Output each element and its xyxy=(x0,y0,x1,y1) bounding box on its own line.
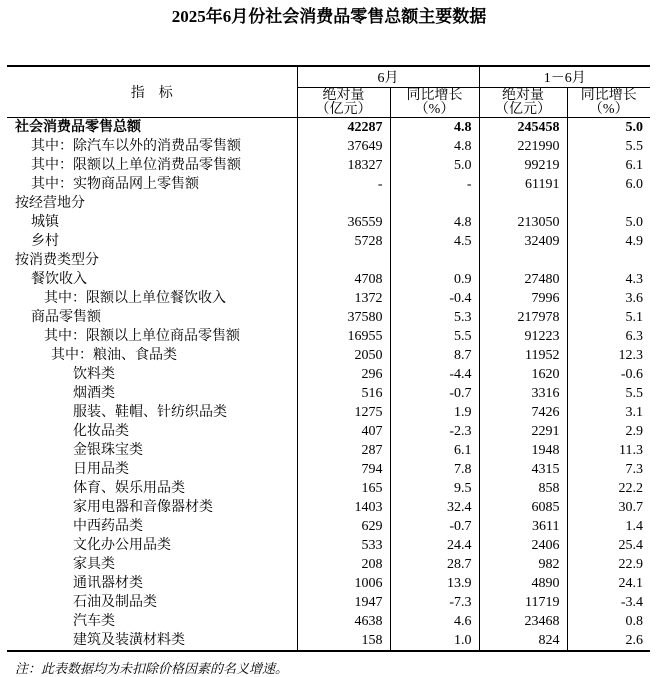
cell-cum-growth: -0.6 xyxy=(567,365,650,384)
table-row xyxy=(7,612,650,631)
cell-june-growth: -4.4 xyxy=(390,365,479,384)
header-growth-line2: （%） xyxy=(588,101,629,117)
header-absolute-line1: 绝对量 xyxy=(502,87,544,103)
cell-cum-absolute: 4315 xyxy=(479,460,567,479)
row-label: 其中：限额以上单位商品零售额 xyxy=(44,329,240,344)
cell-june-absolute: - xyxy=(297,175,390,194)
cell-june-absolute: 516 xyxy=(297,384,390,403)
table-row xyxy=(7,194,650,213)
header-growth-line1: 同比增长 xyxy=(580,87,637,103)
cell-june-growth: 4.5 xyxy=(390,232,479,251)
cell-cum-growth: 5.5 xyxy=(567,384,650,403)
cell-cum-absolute: 11952 xyxy=(479,346,567,365)
row-label: 建筑及装潢材料类 xyxy=(73,633,185,648)
header-june-absolute xyxy=(297,88,390,118)
cell-june-absolute: 1275 xyxy=(297,403,390,422)
cell-june-growth: 1.9 xyxy=(390,403,479,422)
header-june-growth xyxy=(390,88,479,118)
row-label: 其中：限额以上单位消费品零售额 xyxy=(31,158,241,173)
cell-cum-growth: 24.1 xyxy=(567,574,650,593)
table-row xyxy=(7,156,650,175)
cell-june-absolute: 165 xyxy=(297,479,390,498)
table-row xyxy=(7,517,650,536)
cell-june-growth: 5.3 xyxy=(390,308,479,327)
cell-june-absolute: 287 xyxy=(297,441,390,460)
cell-cum-absolute: 91223 xyxy=(479,327,567,346)
header-absolute-line2: （亿元） xyxy=(315,101,372,117)
cell-june-growth: 4.8 xyxy=(390,118,479,138)
cell-june-growth xyxy=(390,251,479,270)
row-label: 化妆品类 xyxy=(73,424,129,439)
cell-cum-growth: 1.4 xyxy=(567,517,650,536)
row-label: 按消费类型分 xyxy=(15,253,99,268)
cell-june-absolute: 1372 xyxy=(297,289,390,308)
cell-june-absolute: 1006 xyxy=(297,574,390,593)
cell-june-absolute: 158 xyxy=(297,631,390,651)
row-label: 其中：粮油、食品类 xyxy=(51,348,177,363)
row-label: 文化办公用品类 xyxy=(73,538,171,553)
row-label: 饮料类 xyxy=(73,367,115,382)
cell-cum-growth xyxy=(567,194,650,213)
cell-cum-absolute: 32409 xyxy=(479,232,567,251)
table-row xyxy=(7,175,650,194)
cell-cum-growth: 5.1 xyxy=(567,308,650,327)
cell-cum-absolute: 2291 xyxy=(479,422,567,441)
table-row xyxy=(7,536,650,555)
cell-june-absolute: 2050 xyxy=(297,346,390,365)
cell-cum-growth: 5.5 xyxy=(567,137,650,156)
cell-june-absolute: 37580 xyxy=(297,308,390,327)
row-label: 烟酒类 xyxy=(73,386,115,401)
table-row xyxy=(7,270,650,289)
row-label: 商品零售额 xyxy=(31,310,101,325)
cell-june-growth: -0.4 xyxy=(390,289,479,308)
cell-june-growth: -2.3 xyxy=(390,422,479,441)
table-row xyxy=(7,384,650,403)
cell-june-growth: 24.4 xyxy=(390,536,479,555)
cell-cum-absolute: 99219 xyxy=(479,156,567,175)
cell-june-growth: 7.8 xyxy=(390,460,479,479)
cell-june-growth: 5.0 xyxy=(390,156,479,175)
table-row xyxy=(7,118,650,138)
table-row xyxy=(7,479,650,498)
row-label: 家用电器和音像器材类 xyxy=(73,500,213,515)
table-row xyxy=(7,441,650,460)
cell-june-growth: 9.5 xyxy=(390,479,479,498)
footnote: 注：此表数据均为未扣除价格因素的名义增速。 xyxy=(15,661,289,676)
cell-cum-absolute: 221990 xyxy=(479,137,567,156)
cell-june-growth: 6.1 xyxy=(390,441,479,460)
table-row xyxy=(7,137,650,156)
cell-june-absolute: 18327 xyxy=(297,156,390,175)
cell-june-absolute: 533 xyxy=(297,536,390,555)
cell-june-growth: 4.8 xyxy=(390,137,479,156)
cell-cum-growth: 6.0 xyxy=(567,175,650,194)
cell-june-growth: - xyxy=(390,175,479,194)
cell-june-absolute: 794 xyxy=(297,460,390,479)
row-label: 餐饮收入 xyxy=(31,272,87,287)
cell-cum-growth: 5.0 xyxy=(567,213,650,232)
cell-cum-absolute: 3316 xyxy=(479,384,567,403)
cell-cum-absolute: 1948 xyxy=(479,441,567,460)
row-label: 日用品类 xyxy=(73,462,129,477)
cell-cum-growth: 6.1 xyxy=(567,156,650,175)
table-body xyxy=(7,118,650,652)
table-row xyxy=(7,422,650,441)
table-row xyxy=(7,365,650,384)
table-row xyxy=(7,498,650,517)
cell-june-absolute xyxy=(297,194,390,213)
header-absolute-line1: 绝对量 xyxy=(322,87,365,103)
row-label: 服装、鞋帽、针纺织品类 xyxy=(73,405,227,420)
table-row xyxy=(7,308,650,327)
table-row xyxy=(7,574,650,593)
cell-june-absolute xyxy=(297,251,390,270)
cell-june-growth: 4.6 xyxy=(390,612,479,631)
cell-cum-growth: 2.6 xyxy=(567,631,650,651)
cell-cum-absolute xyxy=(479,194,567,213)
cell-june-growth: 5.5 xyxy=(390,327,479,346)
cell-june-growth: 13.9 xyxy=(390,574,479,593)
cell-cum-growth xyxy=(567,251,650,270)
header-jan-june-group: 1－6月 xyxy=(479,66,650,88)
cell-june-absolute: 4638 xyxy=(297,612,390,631)
header-cum-growth xyxy=(567,88,650,118)
table-row xyxy=(7,232,650,251)
table-row xyxy=(7,289,650,308)
cell-cum-growth: 6.3 xyxy=(567,327,650,346)
cell-june-absolute: 407 xyxy=(297,422,390,441)
cell-june-absolute: 1403 xyxy=(297,498,390,517)
header-growth-line2: （%） xyxy=(414,101,455,117)
cell-cum-growth: 7.3 xyxy=(567,460,650,479)
cell-cum-absolute: 7426 xyxy=(479,403,567,422)
header-cum-absolute xyxy=(479,88,567,118)
table-row xyxy=(7,460,650,479)
cell-cum-absolute: 217978 xyxy=(479,308,567,327)
cell-cum-absolute: 61191 xyxy=(479,175,567,194)
cell-cum-growth: 11.3 xyxy=(567,441,650,460)
cell-cum-absolute: 858 xyxy=(479,479,567,498)
cell-june-absolute: 4708 xyxy=(297,270,390,289)
row-label: 家具类 xyxy=(73,557,115,572)
row-label: 体育、娱乐用品类 xyxy=(73,481,185,496)
cell-june-absolute: 629 xyxy=(297,517,390,536)
cell-june-absolute: 42287 xyxy=(297,118,390,138)
cell-cum-absolute: 23468 xyxy=(479,612,567,631)
cell-june-growth xyxy=(390,194,479,213)
header-absolute-line2: （亿元） xyxy=(495,101,551,117)
table-row xyxy=(7,251,650,270)
cell-cum-absolute: 6085 xyxy=(479,498,567,517)
table-header xyxy=(7,66,650,118)
cell-june-growth: 0.9 xyxy=(390,270,479,289)
cell-june-absolute: 16955 xyxy=(297,327,390,346)
cell-cum-absolute: 3611 xyxy=(479,517,567,536)
cell-cum-growth: 30.7 xyxy=(567,498,650,517)
cell-june-growth: -0.7 xyxy=(390,517,479,536)
cell-june-growth: 32.4 xyxy=(390,498,479,517)
cell-cum-absolute: 11719 xyxy=(479,593,567,612)
cell-cum-absolute: 1620 xyxy=(479,365,567,384)
row-label: 汽车类 xyxy=(73,614,115,629)
cell-cum-absolute: 4890 xyxy=(479,574,567,593)
row-label: 金银珠宝类 xyxy=(73,443,143,458)
row-label: 按经营地分 xyxy=(15,196,85,211)
header-indicator: 指 标 xyxy=(7,66,297,118)
table-row xyxy=(7,213,650,232)
cell-cum-absolute: 824 xyxy=(479,631,567,651)
cell-cum-growth: 3.1 xyxy=(567,403,650,422)
cell-cum-absolute: 245458 xyxy=(479,118,567,138)
cell-june-absolute: 36559 xyxy=(297,213,390,232)
cell-cum-growth: 5.0 xyxy=(567,118,650,138)
cell-cum-growth: 4.3 xyxy=(567,270,650,289)
table-row xyxy=(7,403,650,422)
cell-june-absolute: 296 xyxy=(297,365,390,384)
header-june-group: 6月 xyxy=(297,66,479,88)
cell-cum-growth: 3.6 xyxy=(567,289,650,308)
row-label: 石油及制品类 xyxy=(73,595,157,610)
cell-june-growth: 4.8 xyxy=(390,213,479,232)
cell-cum-growth: 12.3 xyxy=(567,346,650,365)
data-table xyxy=(7,65,650,652)
row-label: 其中：限额以上单位餐饮收入 xyxy=(44,291,226,306)
cell-cum-growth: 0.8 xyxy=(567,612,650,631)
page-title: 2025年6月份社会消费品零售总额主要数据 xyxy=(171,7,487,26)
table-row xyxy=(7,555,650,574)
row-label: 乡村 xyxy=(31,234,59,249)
cell-june-growth: -7.3 xyxy=(390,593,479,612)
cell-june-growth: 1.0 xyxy=(390,631,479,651)
cell-june-absolute: 5728 xyxy=(297,232,390,251)
table-row xyxy=(7,346,650,365)
cell-cum-growth: 25.4 xyxy=(567,536,650,555)
row-label: 城镇 xyxy=(31,215,59,230)
cell-cum-absolute: 213050 xyxy=(479,213,567,232)
table-row xyxy=(7,327,650,346)
table-row xyxy=(7,631,650,651)
cell-cum-growth: 22.9 xyxy=(567,555,650,574)
cell-cum-growth: -3.4 xyxy=(567,593,650,612)
row-label: 中西药品类 xyxy=(73,519,143,534)
row-label: 其中：除汽车以外的消费品零售额 xyxy=(31,139,241,154)
cell-cum-growth: 4.9 xyxy=(567,232,650,251)
cell-cum-absolute xyxy=(479,251,567,270)
cell-june-growth: 28.7 xyxy=(390,555,479,574)
cell-cum-growth: 22.2 xyxy=(567,479,650,498)
cell-cum-absolute: 982 xyxy=(479,555,567,574)
cell-cum-absolute: 2406 xyxy=(479,536,567,555)
row-label: 通讯器材类 xyxy=(73,576,143,591)
cell-june-absolute: 208 xyxy=(297,555,390,574)
header-growth-line1: 同比增长 xyxy=(406,87,463,103)
cell-june-growth: 8.7 xyxy=(390,346,479,365)
cell-cum-absolute: 7996 xyxy=(479,289,567,308)
row-label: 其中：实物商品网上零售额 xyxy=(31,177,199,192)
cell-cum-absolute: 27480 xyxy=(479,270,567,289)
cell-june-absolute: 1947 xyxy=(297,593,390,612)
row-label: 社会消费品零售总额 xyxy=(15,120,141,135)
table-row xyxy=(7,593,650,612)
cell-cum-growth: 2.9 xyxy=(567,422,650,441)
cell-june-growth: -0.7 xyxy=(390,384,479,403)
cell-june-absolute: 37649 xyxy=(297,137,390,156)
